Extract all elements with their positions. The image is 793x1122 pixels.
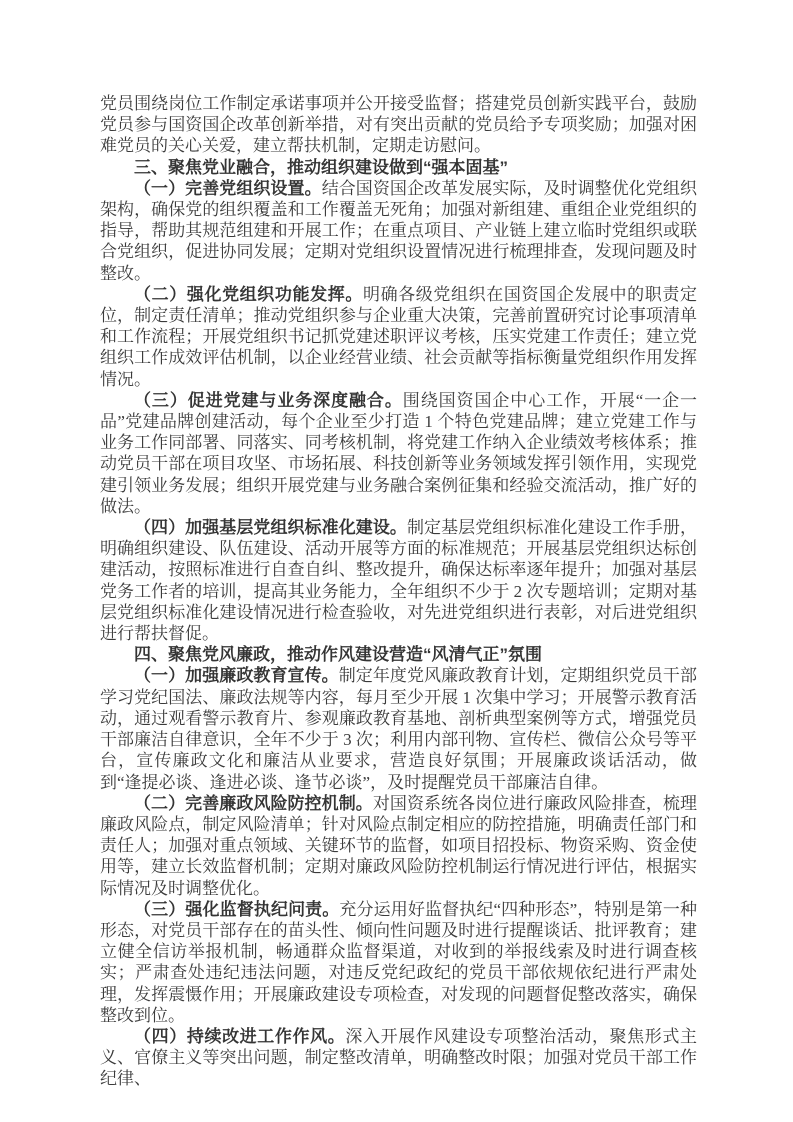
paragraph-text: 制定年度党风廉政教育计划，定期组织党员干部学习党纪国法、廉政法规等内容，每月至少开展 1 次集中学习；开展警示教育活动，通过观看警示教育片、参观廉政教育基地、剖析典型案例等方式，增强党员干部廉洁自律意识，全年不少于 3 次；利用内部刊物、宣传栏、微信公众号等平台，宣传廉政文化和廉洁从业要求，营造良好氛围；开展廉政谈话活动，做到“逢提必谈、逢进必谈、逢节必谈”，及时提醒党员干部廉洁自律。	[100, 666, 697, 792]
clause-title: （二）强化党组织功能发挥。	[134, 284, 363, 304]
paragraph	[100, 1026, 697, 1090]
paragraph	[100, 390, 697, 517]
paragraph	[100, 899, 697, 1026]
paragraph	[100, 665, 697, 792]
paragraph-continuation	[100, 93, 697, 157]
heading-text: 四、聚焦党风廉政，推动作风建设营造“风清气正”氛围	[134, 645, 542, 665]
paragraph	[100, 517, 697, 644]
clause-title: （一）完善党组织设置。	[134, 178, 322, 198]
clause-title: （四）持续改进工作作风。	[134, 1026, 346, 1046]
paragraph-text: 充分运用好监督执纪“四种形态”，特别是第一种形态，对党员干部存在的苗头性、倾向性问题及时进行提醒谈话、批评教育；建立健全信访举报机制，畅通群众监督渠道，对收到的举报线索及时进行调查核实；严肃查处违纪违法问题，对违反党纪政纪的党员干部依规依纪进行严肃处理，发挥震慑作用；开展廉政建设专项检查，对发现的问题督促整改落实，确保整改到位。	[100, 899, 697, 1025]
paragraph	[100, 178, 697, 284]
paragraph	[100, 793, 697, 899]
paragraph-text: 结合国资国企改革发展实际，及时调整优化党组织架构，确保党的组织覆盖和工作覆盖无死角；加强对新组建、重组企业党组织的指导，帮助其规范组建和开展工作；在重点项目、产业链上建立临时党组织或联合党组织，促进协同发展；定期对党组织设置情况进行梳理排查，发现问题及时整改。	[100, 178, 697, 283]
paragraph	[100, 284, 697, 390]
clause-title: （一）加强廉政教育宣传。	[134, 666, 339, 686]
paragraph-text: 明确各级党组织在国资国企发展中的职责定位，制定责任清单；推动党组织参与企业重大决策，完善前置研究讨论事项清单和工作流程；开展党组织书记抓党建述职评议考核，压实党建工作责任；建立党组织工作成效评估机制，以企业经营业绩、社会贡献等指标衡量党组织作用发挥情况。	[100, 284, 698, 389]
clause-title: （四）加强基层党组织标准化建设。	[134, 518, 407, 538]
heading-text: 三、聚焦党业融合，推动组织建设做到“强本固基”	[134, 157, 508, 177]
clause-title: （二）完善廉政风险防控机制。	[134, 793, 373, 813]
section-heading-four	[100, 644, 697, 665]
paragraph-text: 制定基层党组织标准化建设工作手册，明确组织建设、队伍建设、活动开展等方面的标准规范；开展基层党组织达标创建活动，按照标准进行自查自纠、整改提升，确保达标率逐年提升；加强对基层党务工作者的培训，提高其业务能力，全年组织不少于 2 次专题培训；定期对基层党组织标准化建设情况进行检查验收，对先进党组织进行表彰，对后进党组织进行帮扶督促。	[100, 518, 697, 644]
section-heading-three	[100, 157, 697, 178]
document-body	[100, 93, 697, 1090]
paragraph-text: 深入开展作风建设专项整治活动，聚焦形式主义、官僚主义等突出问题，制定整改清单，明确整改时限；加强对党员干部工作纪律、	[100, 1026, 698, 1089]
clause-title: （三）促进党建与业务深度融合。	[134, 390, 403, 410]
paragraph-text: 对国资系统各岗位进行廉政风险排查，梳理廉政风险点，制定风险清单；针对风险点制定相应的防控措施，明确责任部门和责任人；加强对重点领域、关键环节的监督，如项目招投标、物资采购、资金使用等，建立长效监督机制；定期对廉政风险防控机制运行情况进行评估，根据实际情况及时调整优化。	[100, 793, 697, 898]
paragraph-text: 党员围绕岗位工作制定承诺事项并公开接受监督；搭建党员创新实践平台，鼓励党员参与国资国企改革创新举措，对有突出贡献的党员给予专项奖励；加强对困难党员的关心关爱，建立帮扶机制，定期走访慰问。	[100, 94, 697, 156]
paragraph-text: 围绕国资国企中心工作，开展“一企一品”党建品牌创建活动，每个企业至少打造 1 个特色党建品牌；建立党建工作与业务工作同部署、同落实、同考核机制，将党建工作纳入企业绩效考核体系；推动党员干部在项目攻坚、市场拓展、科技创新等业务领域发挥引领作用，实现党建引领业务发展；组织开展党建与业务融合案例征集和经验交流活动，推广好的做法。	[100, 390, 698, 516]
clause-title: （三）强化监督执纪问责。	[134, 899, 340, 919]
